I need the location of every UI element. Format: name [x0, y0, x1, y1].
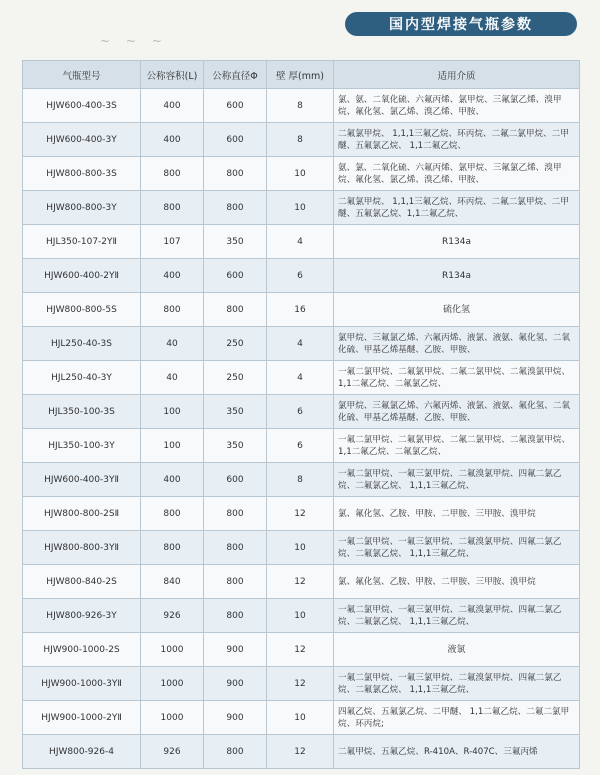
cell-thickness: 12 — [267, 565, 334, 599]
cell-volume: 926 — [141, 599, 204, 633]
table-row — [23, 633, 580, 667]
cell-thickness: 8 — [267, 463, 334, 497]
cell-medium: 氯甲烷、三氟氯乙烯、六氟丙烯、液氯、液氨、氟化氢、二氧化硫、甲基乙烯基醚、乙胺、甲胺、 — [334, 327, 580, 361]
cell-medium: 一氟二氯甲烷、一氟三氯甲烷、二氟溴氯甲烷、四氟二氯乙烷、二氟氯乙烷、 1,1,1三氟乙烷、 — [334, 463, 580, 497]
cell-model: HJW800-800-3YⅡ — [23, 531, 141, 565]
cell-model: HJL350-100-3S — [23, 395, 141, 429]
table-row — [23, 157, 580, 191]
cell-diameter: 900 — [204, 701, 267, 735]
cell-model: HJW800-800-3Y — [23, 191, 141, 225]
cell-thickness: 4 — [267, 327, 334, 361]
cell-diameter: 600 — [204, 259, 267, 293]
cell-medium: 二氟甲烷、五氟乙烷、R-410A、R-407C、三氟丙烯 — [334, 735, 580, 769]
cell-volume: 100 — [141, 395, 204, 429]
cell-medium: 四氟乙烷、五氟氯乙烷、二甲醚、 1,1二氟乙烷、二氟二氯甲烷、环丙烷; — [334, 701, 580, 735]
cell-volume: 100 — [141, 429, 204, 463]
table-row — [23, 89, 580, 123]
cell-medium: 一氟二氯甲烷、一氟三氯甲烷、二氟溴氯甲烷、四氟二氯乙烷、二氟氯乙烷、 1,1,1三氟乙烷、 — [334, 667, 580, 701]
pencil-marks-decoration: ~ ~ ~ — [100, 34, 168, 48]
cell-thickness: 6 — [267, 259, 334, 293]
cell-diameter: 800 — [204, 565, 267, 599]
cell-model: HJW800-800-5S — [23, 293, 141, 327]
cell-model: HJW600-400-2YⅡ — [23, 259, 141, 293]
cell-volume: 1000 — [141, 667, 204, 701]
col-header-model: 气瓶型号 — [23, 61, 141, 89]
cell-medium: 二氟氯甲烷、 1,1,1三氟乙烷、环丙烷、二氟二氯甲烷、二甲醚、五氟氯乙烷、1,1二氟乙烷、 — [334, 191, 580, 225]
table-row — [23, 293, 580, 327]
cell-diameter: 900 — [204, 633, 267, 667]
table-row — [23, 429, 580, 463]
cell-diameter: 800 — [204, 293, 267, 327]
cell-volume: 840 — [141, 565, 204, 599]
cell-volume: 926 — [141, 735, 204, 769]
cell-medium: 氯、氨、二氧化硫、六氟丙烯、氯甲烷、三氟氯乙烯、溴甲烷、氟化氢、氯乙烯、溴乙烯、甲胺、 — [334, 89, 580, 123]
cell-thickness: 10 — [267, 599, 334, 633]
cell-thickness: 10 — [267, 531, 334, 565]
cell-volume: 800 — [141, 531, 204, 565]
cell-medium: 硫化氢 — [334, 293, 580, 327]
cell-volume: 40 — [141, 361, 204, 395]
cell-model: HJL250-40-3S — [23, 327, 141, 361]
cell-medium: R134a — [334, 259, 580, 293]
cell-diameter: 250 — [204, 361, 267, 395]
cell-model: HJW800-800-2SⅡ — [23, 497, 141, 531]
table-row — [23, 327, 580, 361]
cell-volume: 800 — [141, 191, 204, 225]
cell-model: HJW600-400-3Y — [23, 123, 141, 157]
cell-model: HJW600-400-3YⅡ — [23, 463, 141, 497]
cell-medium: 一氟二氯甲烷、一氟三氯甲烷、二氟溴氯甲烷、四氟二氯乙烷、二氟氯乙烷、 1,1,1三氟乙烷、 — [334, 531, 580, 565]
page-title-banner — [345, 12, 577, 36]
table-row — [23, 667, 580, 701]
cell-diameter: 600 — [204, 463, 267, 497]
cell-thickness: 12 — [267, 735, 334, 769]
cell-diameter: 800 — [204, 599, 267, 633]
cell-diameter: 800 — [204, 497, 267, 531]
table-row — [23, 361, 580, 395]
cell-thickness: 10 — [267, 191, 334, 225]
cell-diameter: 800 — [204, 157, 267, 191]
cell-diameter: 800 — [204, 191, 267, 225]
cell-medium: 氯、氟化氢、乙胺、甲胺、二甲胺、三甲胺、溴甲烷 — [334, 565, 580, 599]
cell-volume: 800 — [141, 497, 204, 531]
cell-medium: R134a — [334, 225, 580, 259]
cell-volume: 800 — [141, 293, 204, 327]
cell-diameter: 350 — [204, 225, 267, 259]
table-row — [23, 225, 580, 259]
table-row — [23, 123, 580, 157]
cell-volume: 107 — [141, 225, 204, 259]
col-header-volume: 公称容积(L) — [141, 61, 204, 89]
table-row — [23, 599, 580, 633]
cell-volume: 400 — [141, 463, 204, 497]
cell-thickness: 4 — [267, 225, 334, 259]
col-header-thickness: 壁 厚(mm) — [267, 61, 334, 89]
cell-diameter: 600 — [204, 89, 267, 123]
table-row — [23, 259, 580, 293]
cell-diameter: 350 — [204, 429, 267, 463]
cell-volume: 1000 — [141, 701, 204, 735]
cell-diameter: 600 — [204, 123, 267, 157]
cell-medium: 一氟二氯甲烷、二氟氯甲烷、二氟二氯甲烷、二氟溴氯甲烷、 1,1二氟乙烷、二氟氯乙烷、 — [334, 429, 580, 463]
cell-model: HJW900-1000-3YⅡ — [23, 667, 141, 701]
cell-diameter: 800 — [204, 735, 267, 769]
col-header-medium: 适用介质 — [334, 61, 580, 89]
table-row — [23, 565, 580, 599]
cell-volume: 400 — [141, 259, 204, 293]
cell-diameter: 900 — [204, 667, 267, 701]
cell-thickness: 16 — [267, 293, 334, 327]
table-header-row — [23, 61, 580, 89]
cell-volume: 40 — [141, 327, 204, 361]
table-row — [23, 531, 580, 565]
cell-thickness: 10 — [267, 701, 334, 735]
cell-model: HJW900-1000-2YⅡ — [23, 701, 141, 735]
cell-model: HJW600-400-3S — [23, 89, 141, 123]
cell-medium: 一氟二氯甲烷、二氟氯甲烷、二氟二氯甲烷、二氟溴氯甲烷、 1,1二氟乙烷、二氟氯乙烷、 — [334, 361, 580, 395]
table-row — [23, 735, 580, 769]
cell-thickness: 4 — [267, 361, 334, 395]
cell-medium: 氯、氟化氢、乙胺、甲胺、二甲胺、三甲胺、溴甲烷 — [334, 497, 580, 531]
cell-thickness: 12 — [267, 497, 334, 531]
cell-thickness: 12 — [267, 667, 334, 701]
cell-thickness: 8 — [267, 89, 334, 123]
table-row — [23, 497, 580, 531]
cell-thickness: 12 — [267, 633, 334, 667]
cell-volume: 400 — [141, 89, 204, 123]
cell-diameter: 350 — [204, 395, 267, 429]
table-row — [23, 463, 580, 497]
cell-model: HJL350-100-3Y — [23, 429, 141, 463]
cell-medium: 氯甲烷、三氟氯乙烯、六氟丙烯、液氯、液氨、氟化氢、二氧化硫、甲基乙烯基醚、乙胺、甲胺、 — [334, 395, 580, 429]
cell-volume: 800 — [141, 157, 204, 191]
cell-model: HJW800-800-3S — [23, 157, 141, 191]
cell-thickness: 8 — [267, 123, 334, 157]
cell-thickness: 6 — [267, 395, 334, 429]
cell-model: HJL250-40-3Y — [23, 361, 141, 395]
table-row — [23, 191, 580, 225]
cell-model: HJW800-926-4 — [23, 735, 141, 769]
cell-medium: 二氟氯甲烷、 1,1,1三氟乙烷、环丙烷、二氟二氯甲烷、二甲醚、五氟氯乙烷、 1,1二氟乙烷、 — [334, 123, 580, 157]
cell-diameter: 250 — [204, 327, 267, 361]
cell-model: HJW800-926-3Y — [23, 599, 141, 633]
cell-thickness: 6 — [267, 429, 334, 463]
cell-volume: 400 — [141, 123, 204, 157]
cell-model: HJW800-840-2S — [23, 565, 141, 599]
cell-diameter: 800 — [204, 531, 267, 565]
table-body — [23, 89, 580, 769]
gas-cylinder-spec-table — [22, 60, 580, 769]
cell-thickness: 10 — [267, 157, 334, 191]
cell-medium: 氨、氯、二氧化硫、六氟丙烯、氯甲烷、三氟氯乙烯、溴甲烷、氟化氢、氯乙烯、溴乙烯、甲胺、 — [334, 157, 580, 191]
table-row — [23, 701, 580, 735]
table-row — [23, 395, 580, 429]
col-header-diameter: 公称直径Φ — [204, 61, 267, 89]
cell-model: HJL350-107-2YⅡ — [23, 225, 141, 259]
cell-model: HJW900-1000-2S — [23, 633, 141, 667]
cell-volume: 1000 — [141, 633, 204, 667]
page-title: 国内型焊接气瓶参数 — [389, 17, 533, 33]
cell-medium: 一氟二氯甲烷、一氟三氯甲烷、二氟溴氯甲烷、四氟二氯乙烷、二氟氯乙烷、 1,1,1三氟乙烷、 — [334, 599, 580, 633]
cell-medium: 液氯 — [334, 633, 580, 667]
